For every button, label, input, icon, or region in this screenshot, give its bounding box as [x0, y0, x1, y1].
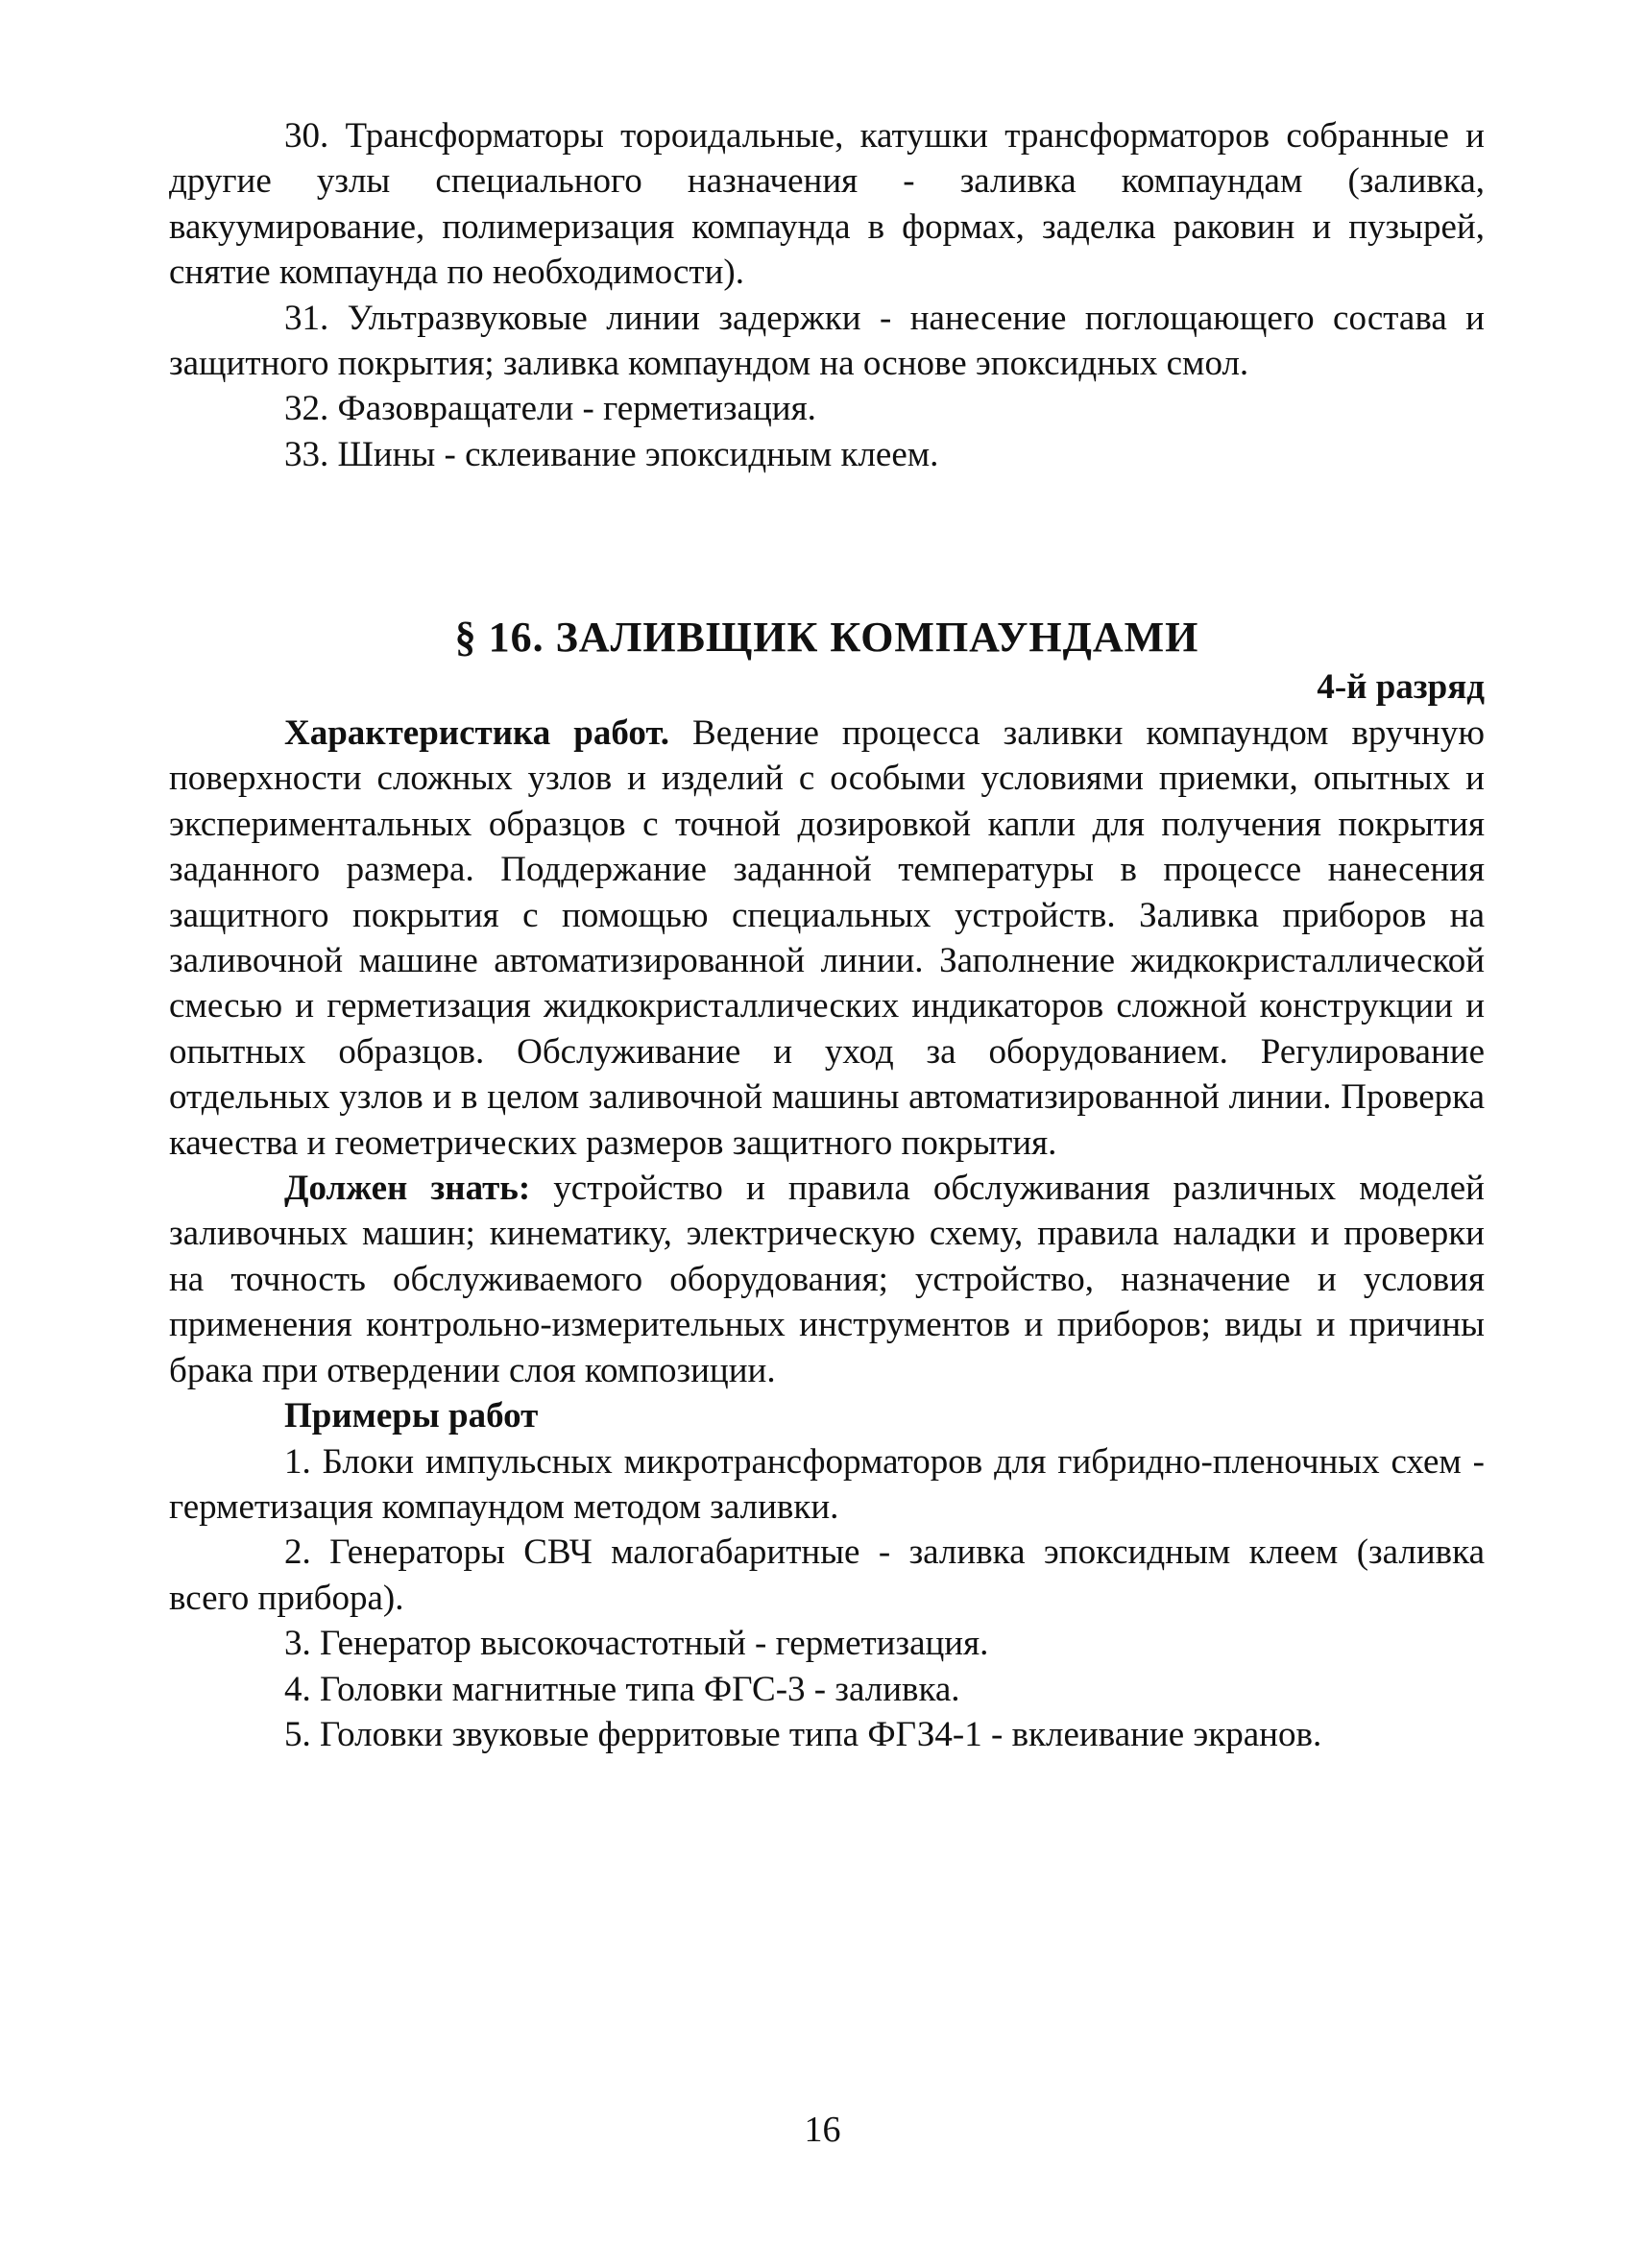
example-item: 1. Блоки импульсных микротрансформаторов для гибридно-пленочных схем - герметизация компаундом методом заливки.: [169, 1441, 1485, 1527]
characteristics-text: Ведение процесса заливки компаундом вручную поверхности сложных узлов и изделий с особыми условиями приемки, опытных и экспериментальных образцов с точной дозировкой капли для получения покрытия заданного размера. Поддержание заданной температуры в процессе нанесения защитного покрытия с помощью специальных устройств. Заливка приборов на заливочной машине автоматизированной линии. Заполнение жидкокристаллической смесью и герметизация жидкокристаллических индикаторов сложной конструкции и опытных образцов. Обслуживание и уход за оборудованием. Регулирование отдельных узлов и в целом заливочной машины автоматизированной линии. Проверка качества и геометрических размеров защитного покрытия.: [169, 713, 1485, 1163]
section-title: § 16. ЗАЛИВЩИК КОМПАУНДАМИ: [454, 614, 1199, 661]
list-item: 33. Шины - склеивание эпоксидным клеем.: [284, 434, 939, 474]
characteristics-paragraph: [169, 711, 1485, 1166]
example-item: 4. Головки магнитные типа ФГС-3 - заливка.: [284, 1669, 960, 1709]
grade-label: 4-й разряд: [1317, 667, 1485, 707]
list-item: 30. Трансформаторы тороидальные, катушки трансформаторов собранные и другие узлы специального назначения - заливка компаундам (заливка, вакуумирование, полимеризация компаунда в формах, заделка раковин и пузырей, снятие компаунда по необходимости).: [169, 116, 1485, 293]
knowledge-paragraph: [169, 1166, 1485, 1393]
list-item: 31. Ультразвуковые линии задержки - нанесение поглощающего состава и защитного покрытия; заливка компаундом на основе эпоксидных смол.: [169, 298, 1485, 384]
knowledge-label: Должен знать:: [284, 1169, 531, 1209]
characteristics-label: Характеристика работ.: [284, 713, 670, 753]
list-item: 32. Фазовращатели - герметизация.: [284, 389, 816, 429]
page-number: 16: [804, 2110, 841, 2150]
example-item: 2. Генераторы СВЧ малогабаритные - заливка эпоксидным клеем (заливка всего прибора).: [169, 1532, 1485, 1618]
knowledge-text: устройство и правила обслуживания различных моделей заливочных машин; кинематику, электрическую схему, правила наладки и проверки на точность обслуживаемого оборудования; устройство, назначение и условия применения контрольно-измерительных инструментов и приборов; виды и причины брака при отвердении слоя композиции.: [169, 1169, 1485, 1390]
section-body: [169, 711, 1485, 1757]
previous-section-items: [169, 113, 1485, 477]
example-item: 3. Генератор высокочастотный - герметизация.: [284, 1624, 989, 1664]
example-item: 5. Головки звуковые ферритовые типа ФГЗ4-1 - вклеивание экранов.: [284, 1714, 1322, 1754]
examples-title: Примеры работ: [284, 1396, 539, 1436]
